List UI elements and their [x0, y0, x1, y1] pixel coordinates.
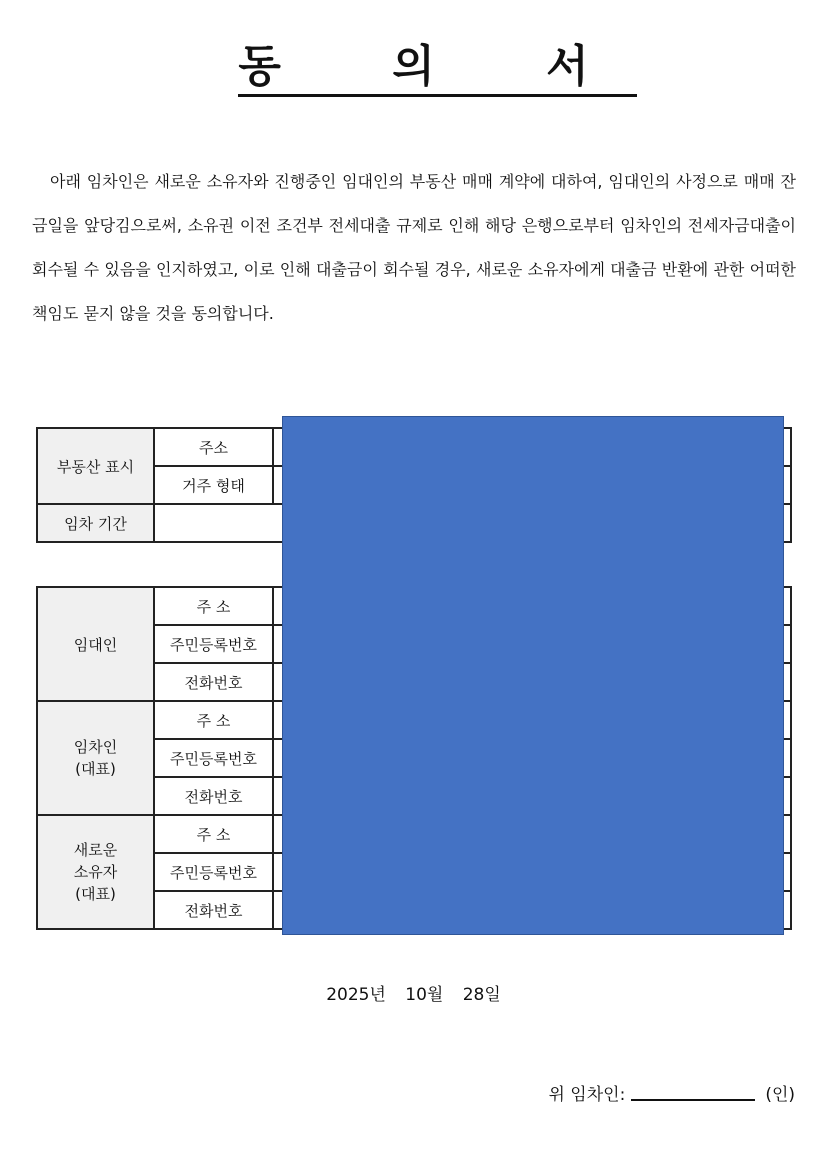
- new-owner-label-line2: 소유자: [73, 863, 118, 881]
- new-owner-address-label: 주 소: [154, 815, 273, 853]
- landlord-label: 임대인: [37, 587, 154, 701]
- signature-label: 위 임차인:: [548, 1085, 626, 1105]
- residence-type-label: 거주 형태: [154, 466, 273, 504]
- redaction-box: [282, 416, 784, 935]
- new-owner-label: [37, 815, 154, 929]
- new-owner-phone-label: 전화번호: [154, 891, 273, 929]
- tenant-id-label: 주민등록번호: [154, 739, 273, 777]
- new-owner-label-line3: (대표): [75, 885, 116, 903]
- signature-line[interactable]: [631, 1099, 755, 1101]
- new-owner-id-label: 주민등록번호: [154, 853, 273, 891]
- tenant-label-line1: 임차인: [73, 738, 118, 756]
- landlord-address-label: 주 소: [154, 587, 273, 625]
- document-title: [0, 30, 827, 94]
- tenant-phone-label: 전화번호: [154, 777, 273, 815]
- landlord-id-label: 주민등록번호: [154, 625, 273, 663]
- consent-paragraph: 아래 임차인은 새로운 소유자와 진행중인 임대인의 부동산 매매 계약에 대하여, 임대인의 사정으로 매매 잔금일을 앞당김으로써, 소유권 이전 조건부 전세대출 규제로 인해 해당 은행으로부터 임차인의 전세자금대출이 회수될 수 있음을 인지하였고, 이로 인해 대출금이 회수될 경우, 새로운 소유자에게 대출금 반환에 관한 어떠한 책임도 묻지 않을 것을 동의합니다.: [32, 172, 796, 323]
- signature-block: [548, 1080, 795, 1105]
- landlord-phone-label: 전화번호: [154, 663, 273, 701]
- property-group-label: 부동산 표시: [37, 428, 154, 504]
- tenant-address-label: 주 소: [154, 701, 273, 739]
- document-title-text: 동 의 서: [238, 41, 636, 97]
- address-label: 주소: [154, 428, 273, 466]
- seal-mark: (인): [765, 1085, 795, 1105]
- tenant-label: [37, 701, 154, 815]
- tenant-label-line2: (대표): [75, 760, 116, 778]
- lease-period-label: 임차 기간: [37, 504, 154, 542]
- document-date: 2025년 10월 28일: [326, 985, 501, 1005]
- new-owner-label-line1: 새로운: [73, 841, 118, 859]
